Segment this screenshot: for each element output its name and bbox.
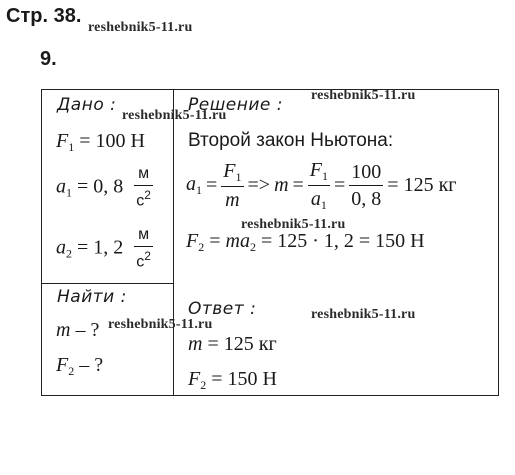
answer-m: m = 125 кг [188, 333, 277, 355]
answer-title: Ответ : [188, 299, 257, 319]
table-column-divider [173, 89, 174, 396]
watermark: reshebnik5-11.ru [311, 307, 416, 322]
table-bottom-border [41, 395, 499, 396]
page-label: Стр. 38. [6, 5, 82, 27]
given-title: Дано : [57, 95, 117, 115]
newton-law-label: Второй закон Ньютона: [188, 130, 394, 151]
find-title: Найти : [57, 287, 127, 307]
watermark: reshebnik5-11.ru [88, 20, 193, 35]
fraction-f1-over-a1: $\frac{F_1}{a_1}$ [309, 159, 329, 212]
fraction-100-over-0-8: $\frac{100}{0, 8}$ [351, 161, 382, 210]
unit-fraction: $\frac{м}{с^2}$ [136, 165, 151, 210]
given-a1: $a_1 = 0$, 8 $\frac{м}{с^2}$ [56, 165, 151, 210]
fraction-f1-over-m: $\frac{F_1}{m}$ [223, 160, 242, 211]
answer-f2: $F_2 = 150$ Н [188, 368, 277, 392]
solution-equation-force: $F_2 = ma_2 = 125 \cdot 1$, 2 = 150 Н [186, 230, 425, 254]
task-number: 9. [40, 48, 57, 70]
find-m: m – ? [56, 319, 100, 341]
table-right-border [498, 89, 499, 396]
given-find-divider [41, 283, 174, 284]
solution-title: Решение : [188, 95, 283, 115]
table-top-border [41, 89, 499, 90]
watermark: reshebnik5-11.ru [241, 217, 346, 232]
find-f2: $F_2$ – ? [56, 354, 104, 378]
solution-equation-mass: $a_1$ = $\frac{F_1}{m}$ => m = $\frac{F_1}{a_1}$ = $\frac{100}{0, 8}$ = 125 кг [186, 159, 457, 212]
unit-fraction: $\frac{м}{с^2}$ [136, 226, 151, 271]
table-left-border [41, 89, 42, 396]
watermark: reshebnik5-11.ru [311, 88, 416, 103]
watermark: reshebnik5-11.ru [108, 317, 213, 332]
given-f1: $F_1 = 100$ Н [56, 130, 145, 154]
given-a2: $a_2 = 1$, 2 $\frac{м}{с^2}$ [56, 226, 151, 271]
watermark: reshebnik5-11.ru [122, 108, 227, 123]
